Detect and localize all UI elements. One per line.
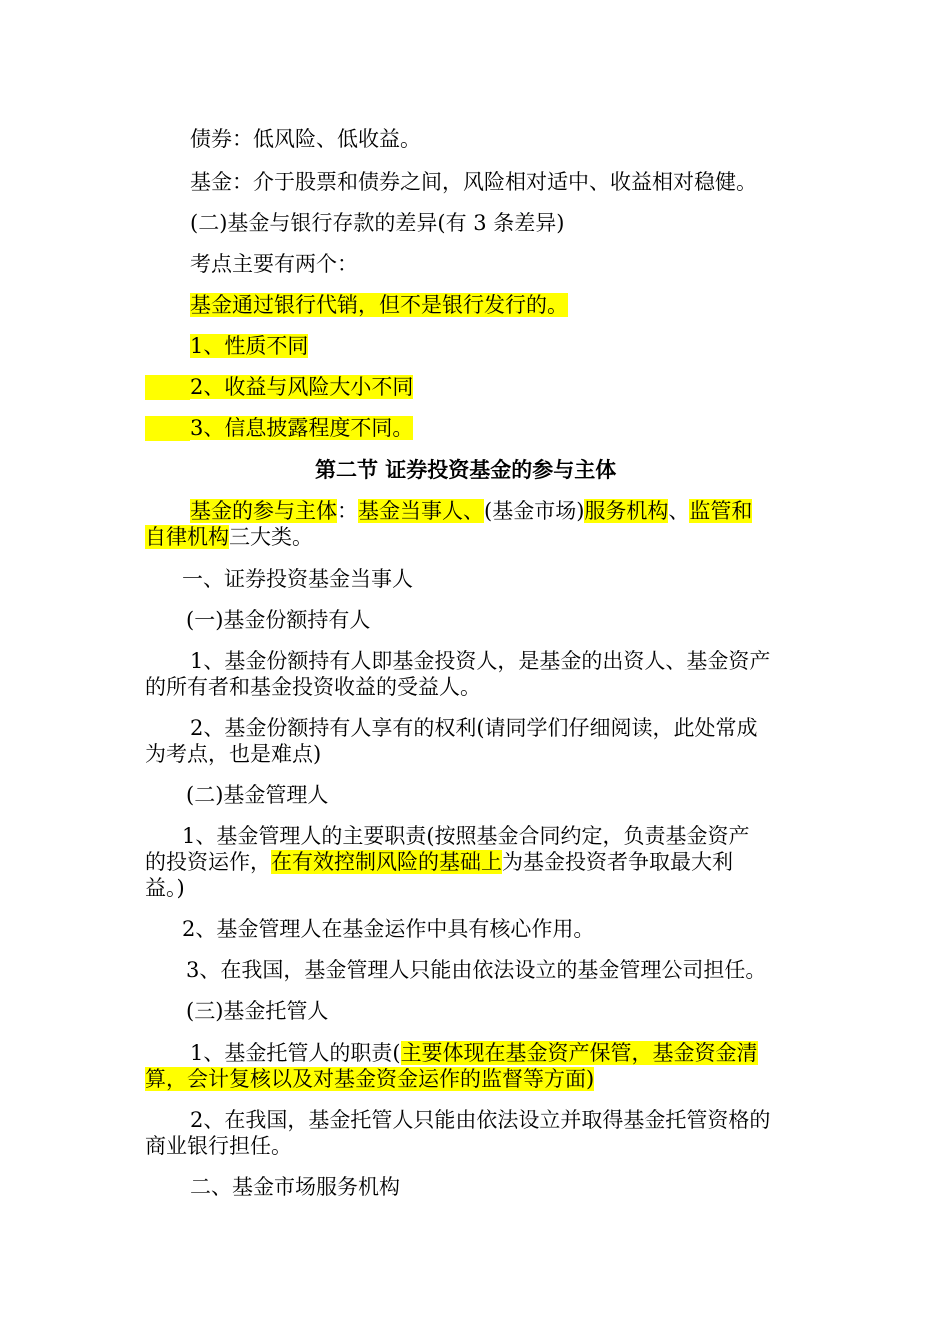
text-line bbox=[190, 499, 855, 524]
text-segment: 为考点，也是难点) bbox=[145, 742, 322, 766]
text-segment: 、 bbox=[668, 499, 690, 523]
text-segment: 1、基金管理人的主要职责(按照基金合同约定，负责基金资产 bbox=[182, 824, 750, 848]
text-line bbox=[190, 716, 855, 741]
highlighted-text: 2、收益与风险大小不同 bbox=[190, 375, 414, 399]
highlighted-text: 主要体现在基金资产保管，基金资金清 bbox=[400, 1041, 758, 1065]
text-line bbox=[190, 170, 855, 195]
text-segment: 的所有者和基金投资收益的受益人。 bbox=[145, 675, 481, 699]
highlighted-text: 算，会计复核以及对基金资金运作的监督等方面) bbox=[145, 1067, 595, 1091]
text-segment: 二、基金市场服务机构 bbox=[190, 1175, 400, 1199]
text-line bbox=[145, 850, 810, 875]
text-segment: (一)基金份额持有人 bbox=[186, 608, 371, 632]
text-line bbox=[190, 1108, 855, 1133]
text-segment: ： bbox=[337, 499, 358, 523]
text-line bbox=[190, 334, 855, 359]
section-heading bbox=[315, 458, 950, 483]
text-segment: 为基金投资者争取最大利 bbox=[502, 850, 733, 874]
text-line bbox=[190, 127, 855, 152]
text-line bbox=[145, 1067, 810, 1092]
highlight-block bbox=[145, 375, 190, 400]
highlighted-text: 基金当事人、 bbox=[358, 499, 484, 523]
highlighted-text: 自律机构 bbox=[145, 525, 229, 549]
text-segment: (二)基金管理人 bbox=[186, 783, 329, 807]
text-line bbox=[145, 876, 810, 901]
text-segment: 1、基金份额持有人即基金投资人，是基金的出资人、基金资产 bbox=[190, 649, 771, 673]
text-line bbox=[190, 1041, 855, 1066]
text-line bbox=[145, 742, 810, 767]
text-line bbox=[190, 211, 855, 236]
text-segment: 三大类。 bbox=[229, 525, 313, 549]
text-segment: (二)基金与银行存款的差异(有 3 条差异) bbox=[190, 211, 565, 235]
highlighted-text: 在有效控制风险的基础上 bbox=[271, 850, 502, 874]
text-line bbox=[182, 824, 847, 849]
text-segment: 商业银行担任。 bbox=[145, 1134, 292, 1158]
text-line bbox=[190, 375, 855, 400]
text-segment: 2、在我国，基金托管人只能由依法设立并取得基金托管资格的 bbox=[190, 1108, 771, 1132]
text-segment: (三)基金托管人 bbox=[186, 999, 329, 1023]
text-line bbox=[145, 675, 810, 700]
text-line bbox=[186, 958, 851, 983]
highlighted-text: 1、性质不同 bbox=[190, 334, 309, 358]
text-segment: 2、基金管理人在基金运作中具有核心作用。 bbox=[182, 917, 595, 941]
text-segment: 的投资运作， bbox=[145, 850, 271, 874]
highlighted-text: 监管和 bbox=[689, 499, 753, 523]
text-line bbox=[186, 783, 851, 808]
text-line bbox=[182, 567, 847, 592]
highlighted-text: 基金通过银行代销，但不是银行发行的。 bbox=[190, 293, 568, 317]
text-segment: 基金：介于股票和债券之间，风险相对适中、收益相对稳健。 bbox=[190, 170, 757, 194]
text-line bbox=[190, 293, 855, 318]
text-line bbox=[186, 999, 851, 1024]
text-segment: 债券：低风险、低收益。 bbox=[190, 127, 421, 151]
text-segment: 一、证券投资基金当事人 bbox=[182, 567, 413, 591]
highlighted-text: 基金的参与主体 bbox=[190, 499, 337, 523]
text-segment: 3、在我国，基金管理人只能由依法设立的基金管理公司担任。 bbox=[186, 958, 767, 982]
text-segment: 益。) bbox=[145, 876, 185, 900]
text-line bbox=[145, 525, 810, 550]
text-segment: 第二节 证券投资基金的参与主体 bbox=[315, 458, 617, 482]
text-segment: 考点主要有两个： bbox=[190, 252, 358, 276]
text-line bbox=[190, 252, 855, 277]
text-segment: 2、基金份额持有人享有的权利(请同学们仔细阅读，此处常成 bbox=[190, 716, 758, 740]
text-line bbox=[186, 608, 851, 633]
text-segment: (基金市场) bbox=[484, 499, 585, 523]
text-line bbox=[182, 917, 847, 942]
text-line bbox=[190, 416, 855, 441]
text-line bbox=[145, 1134, 810, 1159]
highlighted-text: 服务机构 bbox=[584, 499, 669, 523]
highlight-block bbox=[145, 416, 190, 441]
text-line bbox=[190, 649, 855, 674]
text-segment: 1、基金托管人的职责( bbox=[190, 1041, 401, 1065]
highlighted-text: 3、信息披露程度不同。 bbox=[190, 416, 414, 440]
text-line bbox=[190, 1175, 855, 1200]
